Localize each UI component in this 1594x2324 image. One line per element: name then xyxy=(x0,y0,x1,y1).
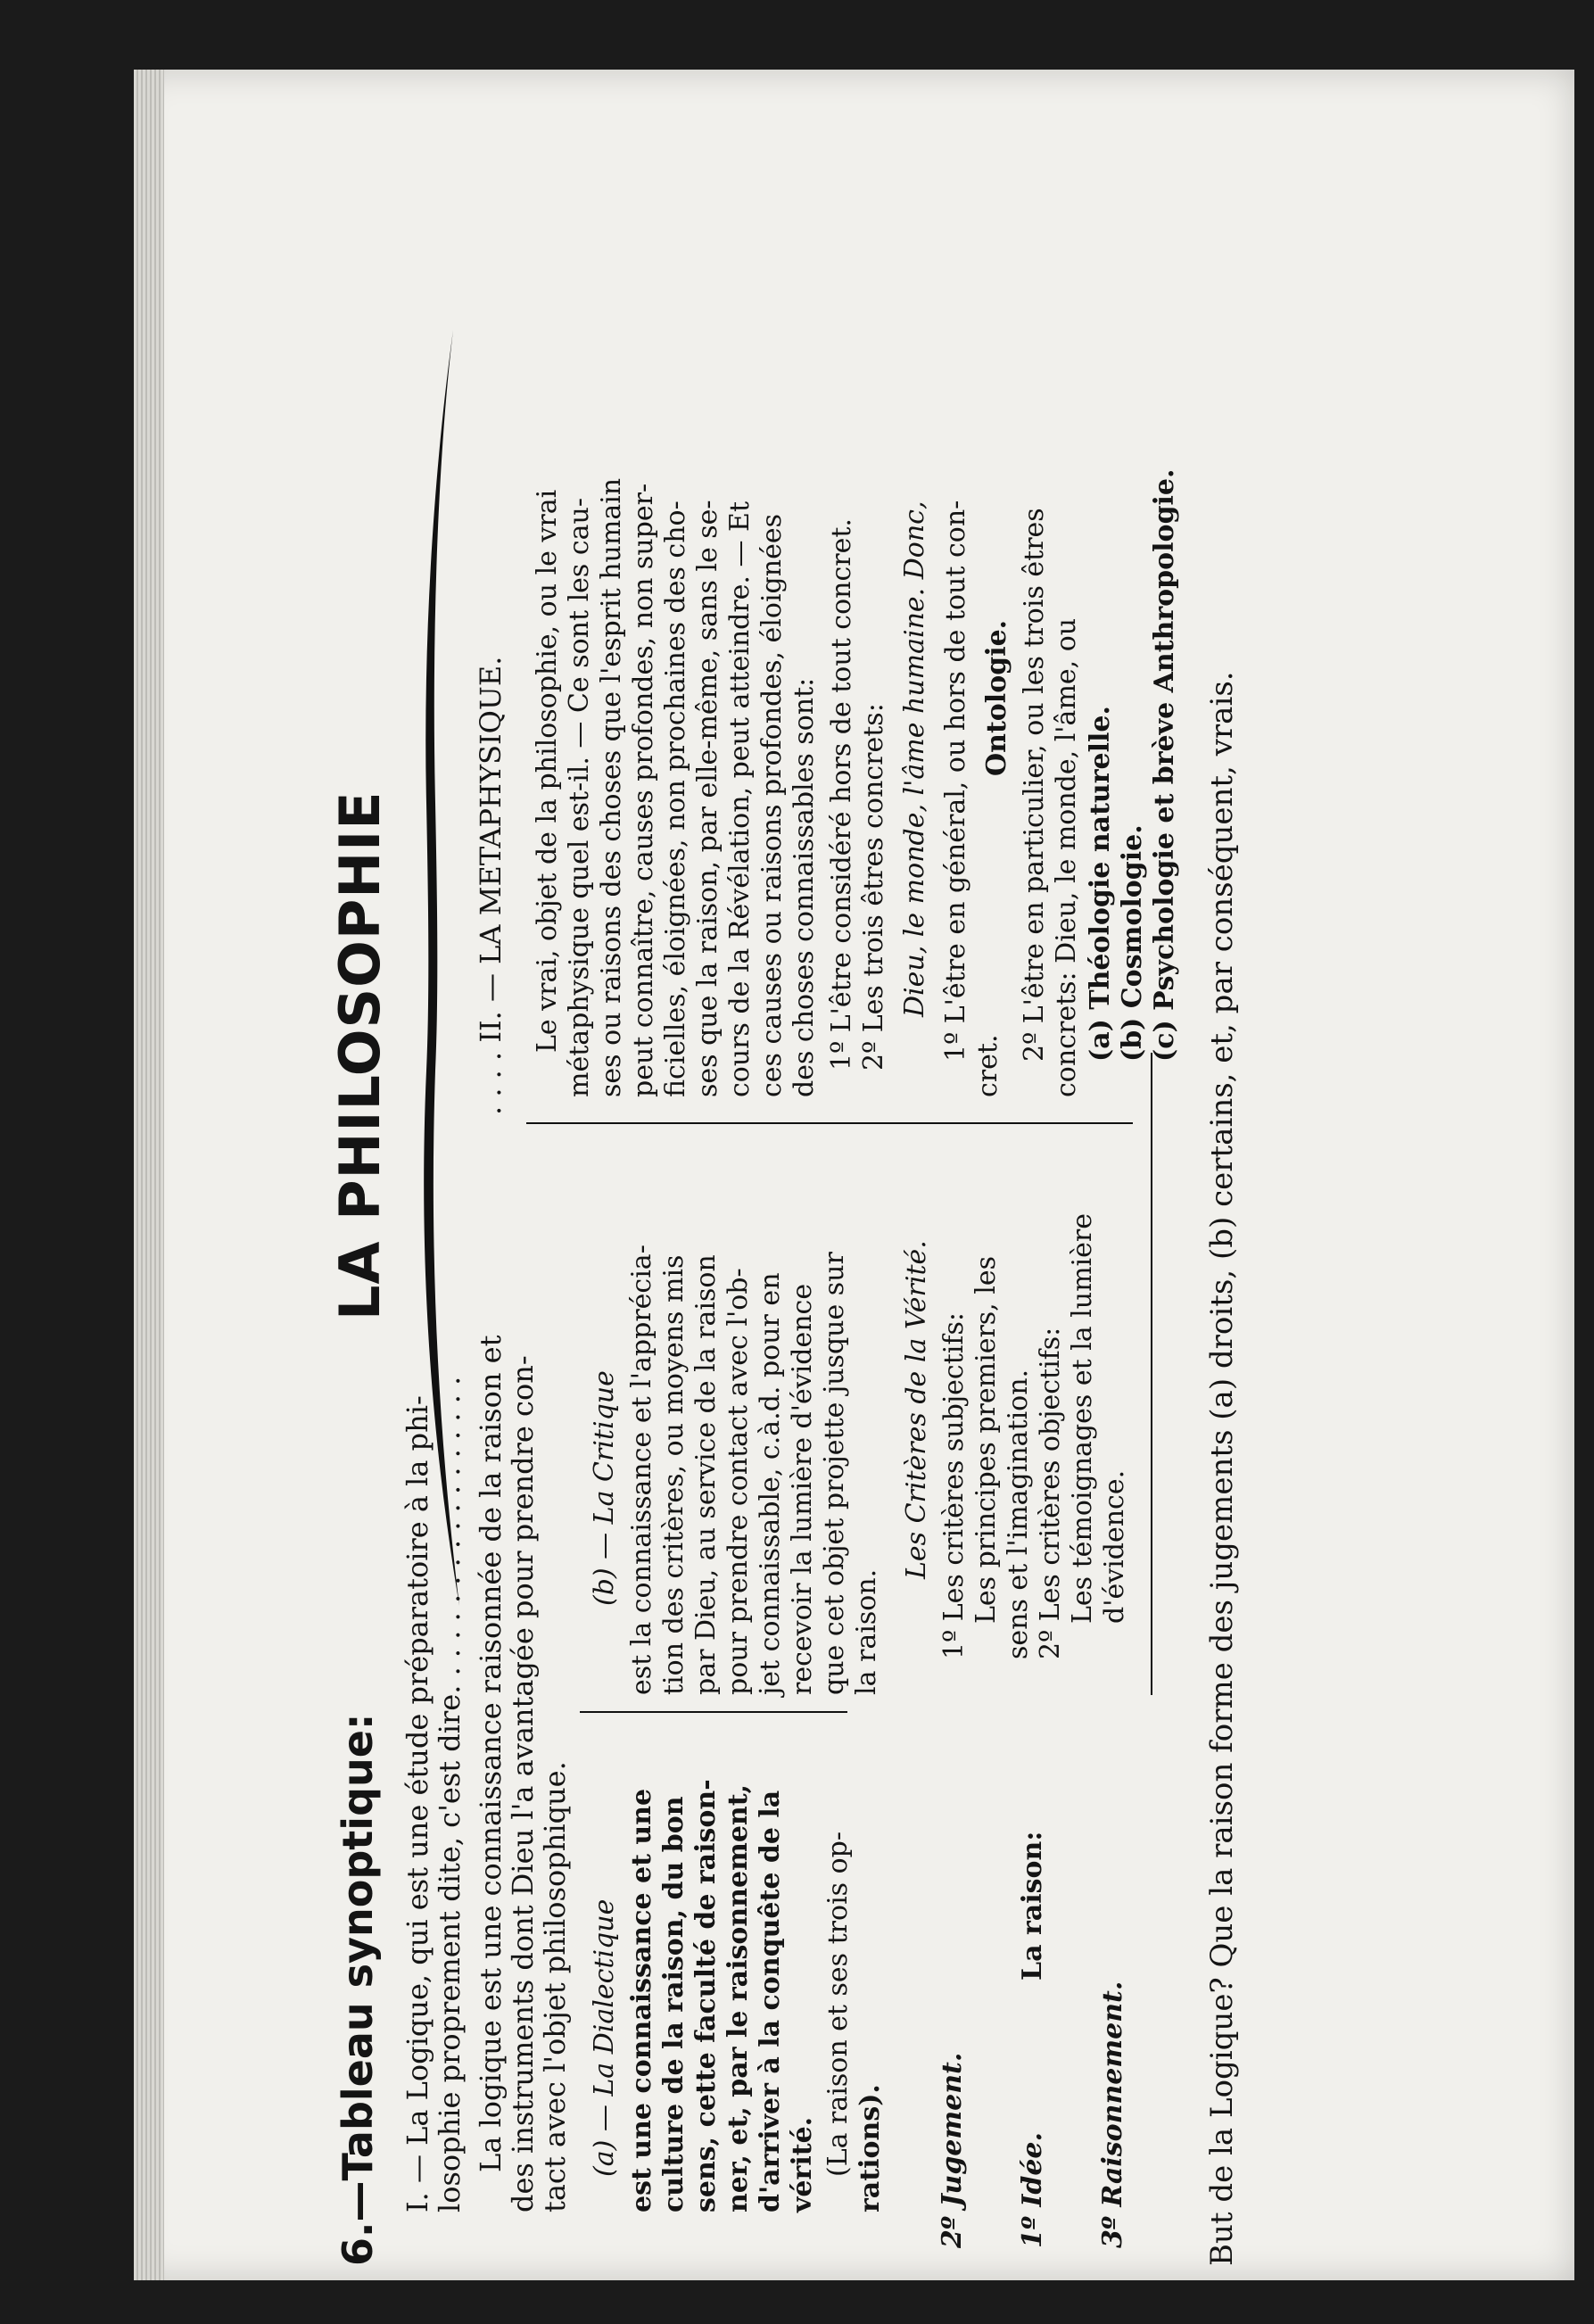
criteres-line: d'évidence. xyxy=(1099,1469,1130,1624)
metaphysique-line: des choses connaissables sont: xyxy=(789,677,820,1097)
dialectique-line: culture de la raison, du bon xyxy=(658,1796,690,2212)
metaphysique-line: cours de la Révélation, peut atteindre. — Et xyxy=(724,501,756,1097)
critique-heading: (b) — La Critique xyxy=(589,1370,620,1606)
logic-def-2: des instruments dont Dieu l'a avantagée pour prendre con- xyxy=(506,1355,540,2212)
dialectique-line: ner, et, par le raisonnement, xyxy=(723,1783,754,2212)
critique-line: la raison. xyxy=(851,1568,882,1695)
metaphysique-line: ses ou raisons des choses que l'esprit humain xyxy=(596,477,627,1097)
metaphysique-line: Dieu, le monde, l'âme humaine. Donc, xyxy=(899,500,930,1017)
op-raisonnement: 3º Raisonnement. xyxy=(1097,1981,1128,2248)
critique-line: jet connaissable, c.à.d. pour en xyxy=(755,1272,786,1695)
critique-line: est la connaissance et l'apprécia- xyxy=(626,1245,657,1695)
dialectique-line: rations). xyxy=(855,2084,886,2212)
criteres-line: 1º Les critères subjectifs: xyxy=(938,1312,970,1659)
metaphysique-heading: . . . . II. — LA METAPHYSIQUE. xyxy=(474,656,508,1115)
metaphysique-line: ces causes ou raisons profondes, éloignées xyxy=(756,514,788,1097)
critique-line: pour prendre contact avec l'ob- xyxy=(723,1268,754,1695)
metaphysique-line: 1º L'être considéré hors de tout concret. xyxy=(826,518,857,1071)
dialectique-line: est une connaissance et une xyxy=(626,1788,657,2212)
critique-line: que cet objet projette jusque sur xyxy=(819,1252,850,1695)
metaphysique-line: peut connaître, causes profondes, non super- xyxy=(628,483,659,1097)
main-title: LA PHILOSOPHIE xyxy=(327,790,392,1320)
metaphysique-line: (b) Cosmologie. xyxy=(1117,824,1148,1062)
critique-line: tion des critères, ou moyens mis xyxy=(658,1254,690,1695)
page-edge xyxy=(134,70,164,2280)
rotated-content xyxy=(321,143,1481,2284)
metaphysique-line: Ontologie. xyxy=(981,619,1012,776)
dialectique-heading: (a) — La Dialectique xyxy=(589,1898,620,2177)
metaphysique-line: Le vrai, objet de la philosophie, ou le vrai xyxy=(532,489,563,1053)
metaphysique-line: (a) Théologie naturelle. xyxy=(1085,706,1116,1062)
dialectique-line: vérité. xyxy=(787,2116,818,2212)
metaphysique-line: 1º L'être en général, ou hors de tout con- xyxy=(940,500,971,1062)
op-jugement: 2º Jugement. xyxy=(937,2052,968,2248)
metaphysique-line: métaphysique quel est-il. — Ce sont les cau- xyxy=(564,497,595,1097)
logic-def-3: tact avec l'objet philosophique. xyxy=(538,1761,572,2212)
criteres-line: sens et l'imagination. xyxy=(1003,1369,1034,1659)
criteres-line: 2º Les critères objectifs: xyxy=(1035,1327,1066,1659)
criteres-line: Les principes premiers, les xyxy=(970,1255,1002,1624)
logic-def-1: La logique est une connaissance raisonnée de la raison et xyxy=(474,1335,508,2172)
intro-line-2: losophie proprement dite, c'est dire. . . . . . . . . . . . . . . . . . xyxy=(433,1376,467,2212)
metaphysique-line: (c) Psychologie et brève Anthropologie. xyxy=(1149,468,1180,1062)
dialectique-line: sens, cette faculté de raison- xyxy=(690,1779,722,2212)
critique-line: par Dieu, au service de la raison xyxy=(690,1254,722,1695)
criteres-rule xyxy=(1151,1053,1152,1695)
criteres-heading: Les Critères de la Vérité. xyxy=(901,1240,932,1579)
dialectique-line: d'arriver à la conquête de la xyxy=(755,1790,786,2212)
metaphysique-line: cret. xyxy=(972,1034,1003,1097)
dialectique-line: (La raison et ses trois op- xyxy=(822,1832,854,2177)
column-divider xyxy=(526,1122,1133,1124)
metaphysique-line: ses que la raison, par elle-même, sans le se- xyxy=(692,500,723,1097)
metaphysique-line: concrets: Dieu, le monde, l'âme, ou xyxy=(1051,617,1082,1097)
intro-line-1: I. — La Logique, qui est une étude préparatoire à la phi- xyxy=(401,1395,434,2212)
tableau-title: 6.—Tableau synoptique: xyxy=(334,1713,382,2266)
critique-line: recevoir la lumière d'évidence xyxy=(787,1283,818,1695)
metaphysique-line: 2º Les trois êtres concrets: xyxy=(858,703,889,1071)
op-idee: 1º Idée. xyxy=(1017,2132,1048,2248)
criteres-line: Les témoignages et la lumière xyxy=(1067,1213,1098,1624)
metaphysique-line: 2º L'être en particulier, ou les trois êtres xyxy=(1019,508,1050,1062)
footer-line-1: But de la Logique? Que la raison forme des jugements (a) droits, (b) certains, et, par conséquent, vrais. xyxy=(1204,671,1240,2266)
metaphysique-line: ficielles, éloignées, non prochaines des cho- xyxy=(660,500,691,1097)
raison-label: La raison: xyxy=(1017,1831,1048,1981)
column-divider xyxy=(580,1711,847,1713)
